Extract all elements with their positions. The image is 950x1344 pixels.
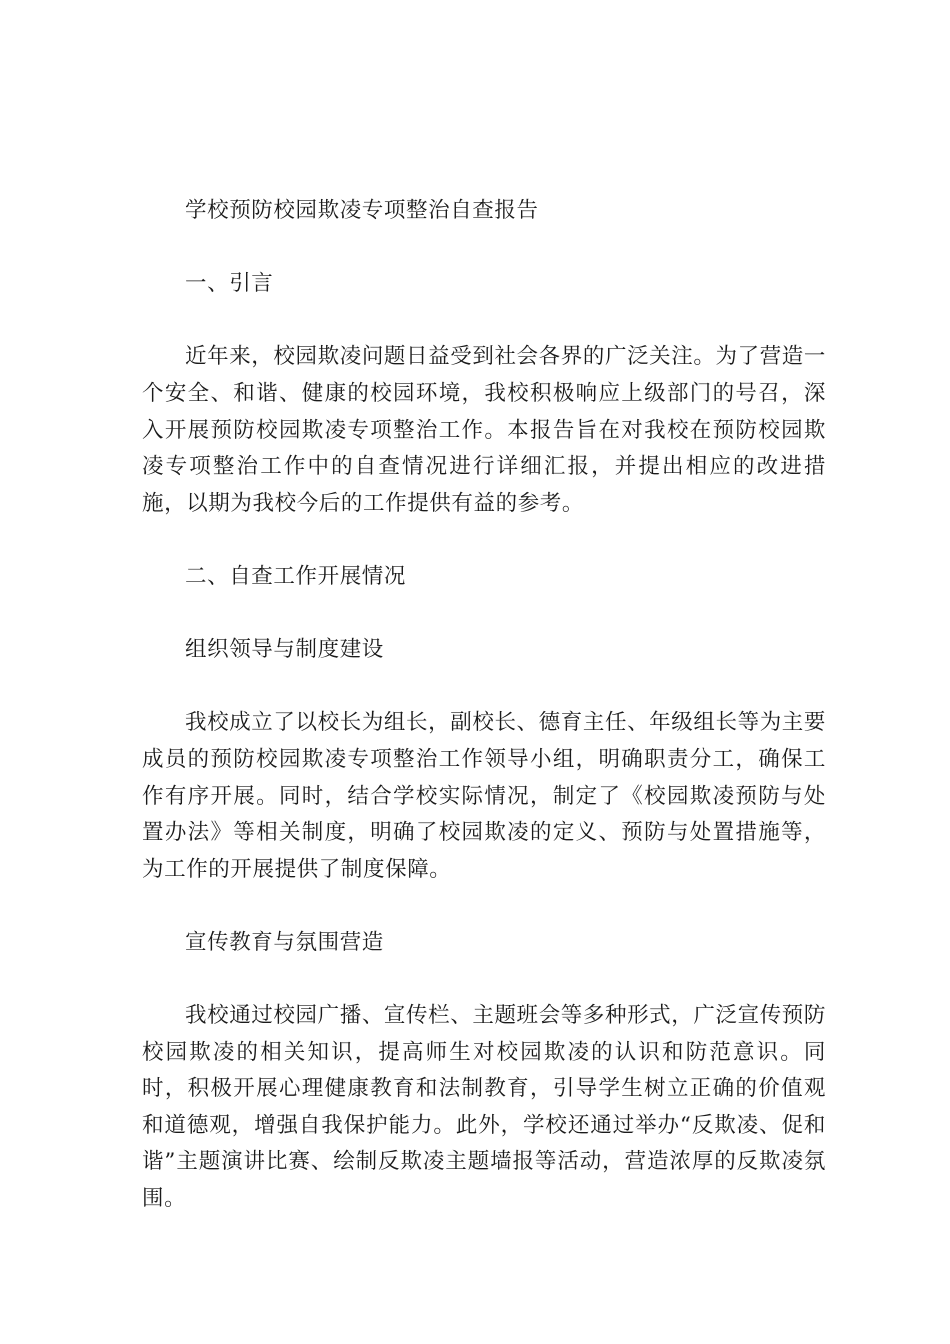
paragraph-introduction: 近年来，校园欺凌问题日益受到社会各界的广泛关注。为了营造一个安全、和谐、健康的校园环境，我校积极响应上级部门的号召，深入开展预防校园欺凌专项整治工作。本报告旨在对我校在预防校园欺凌专项整治工作中的自查情况进行详细汇报，并提出相应的改进措施，以期为我校今后的工作提供有益的参考。 — [142, 344, 826, 516]
spacer — [142, 888, 826, 925]
spacer — [142, 303, 826, 340]
section-heading-introduction: 一、引言 — [185, 271, 274, 297]
subsection-heading-organization: 组织领导与制度建设 — [185, 637, 384, 663]
spacer — [142, 230, 826, 267]
spacer — [142, 961, 826, 998]
spacer — [142, 596, 826, 633]
paragraph-publicity: 我校通过校园广播、宣传栏、主题班会等多种形式，广泛宣传预防校园欺凌的相关知识，提高师生对校园欺凌的认识和防范意识。同时，积极开展心理健康教育和法制教育，引导学生树立正确的价值观和道德观，增强自我保护能力。此外，学校还通过举办“反欺凌、促和谐”主题演讲比赛、绘制反欺凌主题墙报等活动，营造浓厚的反欺凌氛围。 — [142, 1003, 826, 1212]
spacer — [142, 669, 826, 706]
subsection-heading-publicity: 宣传教育与氛围营造 — [185, 929, 384, 955]
document-page — [142, 193, 826, 1218]
spacer — [142, 522, 826, 559]
paragraph-organization: 我校成立了以校长为组长，副校长、德育主任、年级组长等为主要成员的预防校园欺凌专项整治工作领导小组，明确职责分工，确保工作有序开展。同时，结合学校实际情况，制定了《校园欺凌预防与处置办法》等相关制度，明确了校园欺凌的定义、预防与处置措施等，为工作的开展提供了制度保障。 — [142, 710, 826, 882]
section-heading-self-inspection: 二、自查工作开展情况 — [185, 563, 407, 589]
document-title: 学校预防校园欺凌专项整治自查报告 — [185, 198, 539, 223]
